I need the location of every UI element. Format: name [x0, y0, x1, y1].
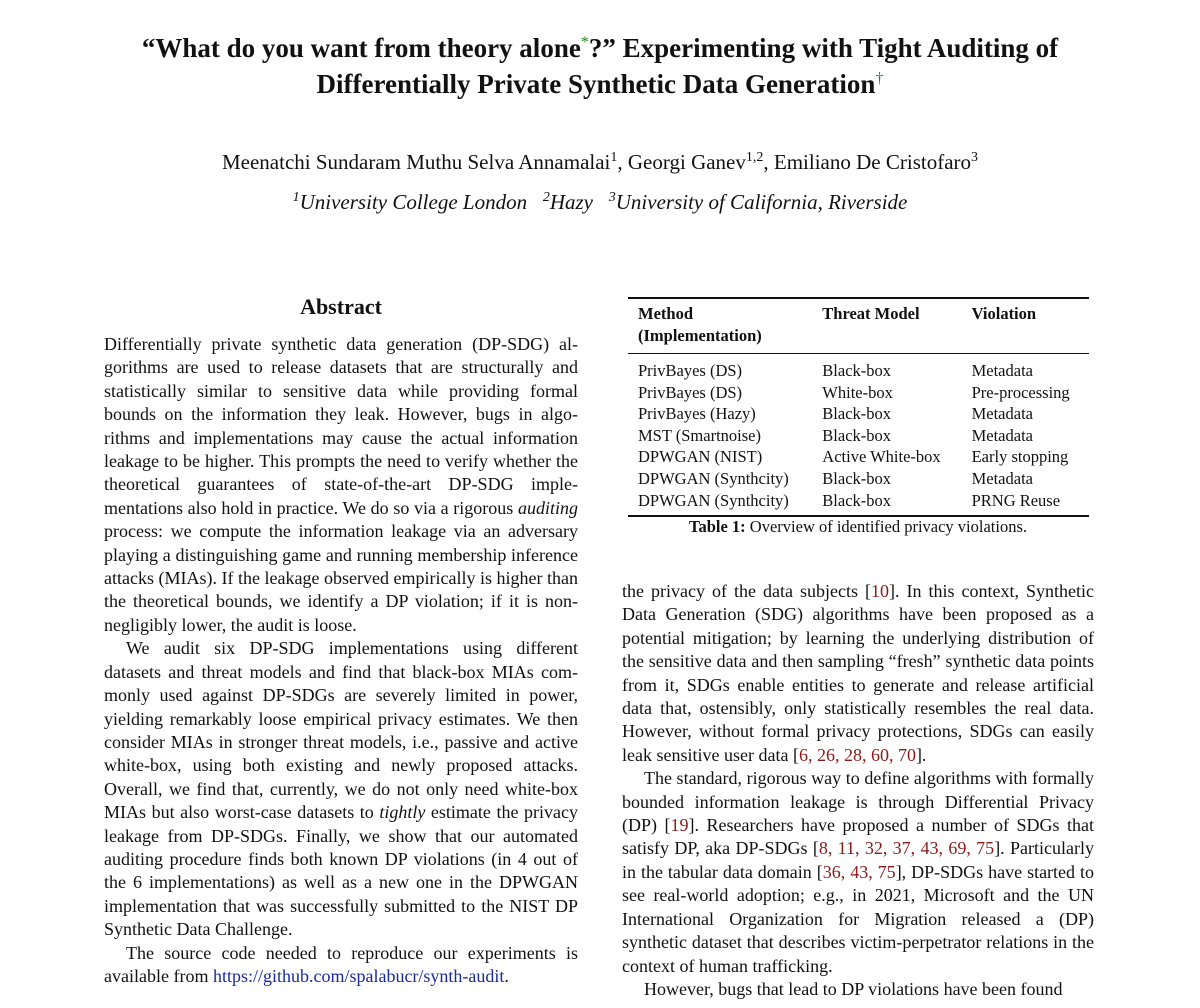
- citation-link[interactable]: 36, 43, 75: [822, 861, 896, 882]
- body-text: [622, 580, 1094, 1001]
- table-cell: DPWGAN (NIST): [638, 447, 763, 467]
- table-cell: PrivBayes (Hazy): [638, 404, 756, 424]
- table-row: [628, 490, 1089, 517]
- column-header-violation: Violation: [971, 304, 1037, 323]
- table-header-row: [628, 298, 1089, 354]
- citation-link[interactable]: 19: [670, 815, 689, 836]
- abstract-paragraph: The source code needed to reproduce our experiments is available from https://github.com/spalabucr/synth-audit.: [104, 942, 578, 986]
- paper-title: [0, 30, 1200, 102]
- violations-table: [628, 297, 1089, 517]
- table-row: [628, 468, 1089, 490]
- column-header-method: Method (Implementation): [638, 304, 762, 345]
- body-paragraph: the privacy of the data subjects [10]. In this context, Synthetic Data Generation (SDG) algorithms have been proposed as a potential mitigation; by learning the underlying distribution of the sensitive data and then sampling “fresh” synthetic data points from it, SDGs enable entities to generate and release artificial data that, ostensibly, only statistically resembles the real data. However, without formal privacy protections, SDGs can easily leak sensitive user data [6, 26, 28, 60, 70].: [622, 581, 1094, 765]
- table-cell: PRNG Reuse: [971, 490, 1061, 510]
- column-header-threat-model: Threat Model: [822, 304, 920, 323]
- abstract-paragraph: Differentially private synthetic data generation (DP-SDG) algorithms are used to release datasets that are structurally and statistically similar to sensitive data while providing formal bounds on the information they leak. However, bugs in algorithms and implementations may cause the actual information leakage to be higher. This prompts the need to verify whether the theoretical guarantees of state-of-the-art DP-SDG implementations also hold in practice. We do so via a rigorous auditing process: we compute the information leakage via an adversary playing a distinguishing game and running membership inference attacks (MIAs). If the leakage observed empirically is higher than the theoretical bounds, we identify a DP violation; if it is non-negligibly lower, the audit is loose.: [104, 334, 578, 635]
- abstract-heading: Abstract: [300, 294, 382, 319]
- table-cell: Active White-box: [822, 447, 941, 467]
- table-caption: Table 1: Overview of identified privacy violations.: [688, 517, 1028, 536]
- table-cell: Black-box: [822, 361, 892, 380]
- author-name: Georgi Ganev: [627, 150, 746, 174]
- abstract-paragraph: We audit six DP-SDG implementations using different datasets and threat models and find that black-box MIAs commonly used against DP-SDGs are severely limited in power, yielding remarkably loose empirical privacy estimates. We then consider MIAs in stronger threat models, i.e., passive and active white-box, using both existing and newly proposed attacks. Overall, we find that, currently, we do not only need white-box MIAs but also worst-case datasets to tightly estimate the privacy leakage from DP-SDGs. Finally, we show that our automated auditing procedure finds both known DP violations (in 4 out of the 6 implementations) as well as a new one in the DPWGAN implementation that was successfully submitted to the NIST DP Synthetic Data Challenge.: [104, 638, 578, 940]
- table-cell: Black-box: [822, 425, 892, 445]
- body-paragraph: The standard, rigorous way to define algorithms with formally bounded information leakage is through Differential Privacy (DP) [19]. Researchers have proposed a number of SDGs that satisfy DP, aka DP-SDGs [8, 11, 32, 37, 43, 69, 75]. Particularly in the tabular data domain [36, 43, 75], DP-SDGs have started to see real-world adoption; e.g., in 2021, Microsoft and the UN International Organization for Migration released a (DP) synthetic dataset that describes victim-perpetrator relations in the context of human trafficking.: [622, 768, 1095, 976]
- author-list: Meenatchi Sundaram Muthu Selva Annamalai$^1$, Georgi Ganev$^{1,2}$, Emiliano De Cristofaro$^3$: [221, 150, 979, 174]
- table-cell: Metadata: [971, 404, 1033, 424]
- author-name: Emiliano De Cristofaro: [773, 150, 972, 174]
- title-line-1: “What do you want from theory alone*?” Experimenting with Tight Auditing of: [141, 33, 1059, 63]
- affiliation-list: $^1$University College London $^2$Hazy $^3$University of California, Riverside: [292, 190, 908, 214]
- dagger-footnote-mark[interactable]: †: [875, 70, 884, 87]
- table-row: [628, 354, 1089, 382]
- table-cell: PrivBayes (DS): [638, 361, 743, 380]
- table-cell: MST (Smartnoise): [638, 425, 761, 445]
- citation-link[interactable]: 6, 26, 28, 60, 70: [798, 744, 916, 765]
- table-cell: PrivBayes (DS): [638, 382, 743, 402]
- source-code-link[interactable]: https://github.com/spalabucr/synth-audit: [212, 965, 505, 986]
- table-cell: Black-box: [822, 490, 892, 510]
- table-row: [628, 403, 1089, 425]
- table-cell: Metadata: [971, 425, 1033, 445]
- citation-link[interactable]: 10: [870, 581, 889, 601]
- author-affil-sup: 3: [971, 150, 979, 165]
- author-affil-sup: 1,2: [745, 150, 764, 165]
- table-cell: Metadata: [971, 468, 1033, 488]
- citation-link[interactable]: 8, 11, 32, 37, 43, 69, 75: [818, 838, 995, 859]
- table-cell: Early stopping: [971, 447, 1069, 467]
- table-row: [628, 446, 1089, 468]
- table-cell: Black-box: [822, 468, 892, 488]
- table-cell: Black-box: [822, 404, 892, 424]
- table-cell: Metadata: [971, 361, 1033, 380]
- abstract-body: [104, 333, 578, 988]
- table-cell: DPWGAN (Synthcity): [638, 490, 789, 510]
- table-cell: DPWGAN (Synthcity): [638, 468, 789, 488]
- affiliation: University College London: [299, 190, 528, 214]
- table-cell: Pre-processing: [971, 382, 1070, 402]
- author-name: Meenatchi Sundaram Muthu Selva Annamalai: [221, 150, 611, 174]
- table-cell: White-box: [822, 382, 893, 402]
- asterisk-footnote-mark[interactable]: *: [580, 34, 589, 51]
- affiliation: Hazy: [549, 190, 593, 214]
- body-paragraph: However, bugs that lead to DP violations have been found: [644, 978, 1063, 999]
- title-line-2: Differentially Private Synthetic Data Generation†: [316, 69, 884, 99]
- author-affil-sup: 1: [610, 150, 618, 165]
- table-row: [628, 425, 1089, 447]
- table-row: [628, 382, 1089, 404]
- affiliation: University of California, Riverside: [615, 190, 908, 214]
